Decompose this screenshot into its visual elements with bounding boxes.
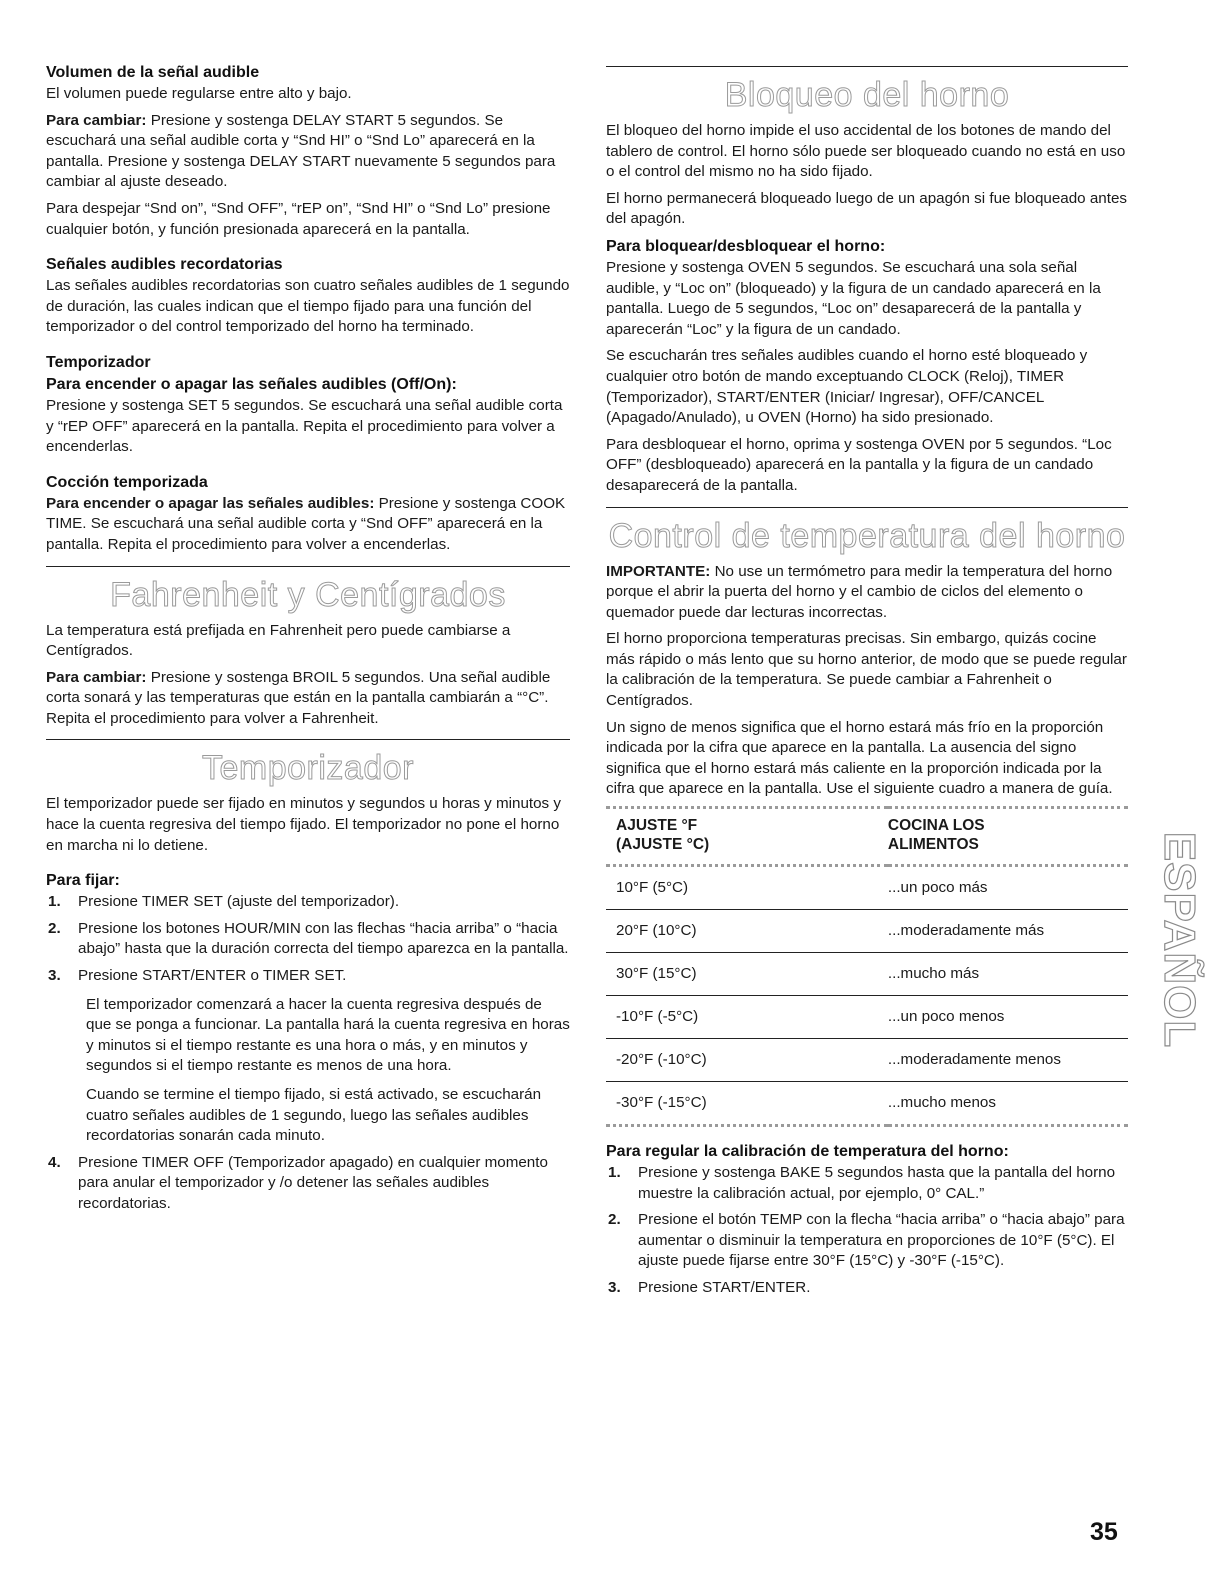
recordatorias-p1: Las señales audibles recordatorias son cuatro señales audibles de 1 segundo de duración, las cuales indican que el tiempo fijado para una función del temporizador o del control temporizado del horno ha terminado.	[46, 277, 570, 336]
step-text: Presione TIMER SET (ajuste del temporizador).	[78, 893, 400, 911]
control-p1-text: No use un termómetro para medir la temperatura del horno porque el abrir la puerta del horno y el cambio de ciclos del elemento o quemador puede dar lecturas incorrectas.	[606, 562, 1113, 621]
step-number: 3.	[608, 1279, 621, 1296]
volumen-p3: Para despejar “Snd on”, “Snd OFF”, “rEP on”, “Snd HI” o “Snd Lo” presione cualquier botón, y función presionada aparecerá en la pantalla.	[46, 199, 551, 238]
section-temporizador	[46, 746, 570, 1214]
step-text: Presione START/ENTER o TIMER SET.	[78, 967, 347, 985]
section-recordatorias	[46, 254, 570, 338]
step-4	[46, 1153, 570, 1215]
bloqueo-p5: Para desbloquear el horno, oprima y sostenga OVEN por 5 segundos. “Loc OFF” (desbloqueado) aparecerá en la pantalla y la figura de un candado desaparecerá de la pantalla.	[606, 435, 1112, 494]
temporizador-senales-p1: Presione y sostenga SET 5 segundos. Se escuchará una señal audible corta y “rEP OFF” aparecerá en la pantalla. Repita el procedimiento para volver a encenderlas.	[46, 396, 563, 456]
coccion-p1-lead: Para encender o apagar las señales audibles:	[46, 494, 375, 512]
fahrenheit-p2-text: Presione y sostenga BROIL 5 segundos. Una señal audible corta sonará y las temperaturas que están en la pantalla cambiarán a “°C”. Repita el procedimiento para volver a Fahrenheit.	[46, 668, 551, 727]
bloqueo-p2: El horno permanecerá bloqueado luego de un apagón si fue bloqueado antes del apagón.	[606, 189, 1128, 228]
language-side-tab	[1150, 815, 1208, 1065]
control-p1	[606, 562, 1128, 624]
temporizador-sub: Para fijar:	[46, 872, 120, 890]
divider	[606, 507, 1128, 508]
temporizador-steps	[46, 892, 570, 1214]
fahrenheit-p1: La temperatura está prefijada en Fahrenheit pero puede cambiarse a Centígrados.	[46, 621, 511, 660]
table-row	[606, 1082, 1128, 1126]
step-3	[606, 1278, 1128, 1299]
temporizador-senales-sub: Para encender o apagar las señales audibles (Off/On):	[46, 375, 457, 393]
coccion-p1-text: Presione y sostenga COOK TIME. Se escuchará una señal audible corta y “Snd OFF” aparecerá en la pantalla. Repita el procedimiento para volver a encenderlas.	[46, 494, 566, 553]
table-row	[606, 866, 1128, 910]
section-fahrenheit	[46, 573, 570, 730]
step-number: 3.	[48, 967, 61, 985]
volumen-p2-text: Presione y sostenga DELAY START 5 segundos. Se escuchará una señal audible corta y “Snd HI” o “Snd Lo” aparecerá en la pantalla. Presione y sostenga DELAY START nuevamente 5 segundos para cambiar al ajuste deseado.	[46, 111, 556, 191]
control-steps	[606, 1163, 1128, 1299]
step-number: 1.	[48, 893, 61, 911]
coccion-p1	[46, 494, 570, 556]
step-text: Presione TIMER OFF (Temporizador apagado) en cualquier momento para anular el temporizador y /o detener las señales audibles recordatorias.	[78, 1153, 548, 1212]
step-number: 1.	[608, 1164, 621, 1182]
control-p2: El horno proporciona temperaturas precisas. Sin embargo, quizás cocine más rápido o más lento que su horno anterior, de modo que se puede regular la calibración de la temperatura. Se puede cambiar a Fahrenheit o Centígrados.	[606, 630, 1127, 710]
temporizador-p1: El temporizador puede ser fijado en minutos y segundos u horas y minutos y hace la cuenta regresiva del tiempo fijado. El temporizador no pone el horno en marcha ni lo detiene.	[46, 795, 561, 854]
step-1	[606, 1163, 1128, 1204]
table-header-row	[606, 808, 1128, 866]
step-number: 4.	[48, 1153, 61, 1171]
step-3-extra-2: Cuando se termine el tiempo fijado, si está activado, se escucharán cuatro señales audibles de 1 segundo, luego las señales audibles recordatorias sonarán cada minuto.	[86, 1086, 542, 1145]
language-label: ESPAÑOL	[1155, 831, 1204, 1049]
table-row	[606, 910, 1128, 953]
cell-cocina: ...moderadamente más	[887, 922, 1045, 940]
cell-cocina: ...mucho menos	[887, 1094, 996, 1112]
section-coccion	[46, 472, 570, 556]
cell-ajuste: 20°F (10°C)	[616, 922, 697, 940]
header-ajuste-c: (AJUSTE °C)	[616, 836, 710, 854]
section-bloqueo	[606, 73, 1128, 497]
coccion-heading: Cocción temporizada	[46, 473, 208, 491]
cell-ajuste: -10°F (-5°C)	[616, 1008, 699, 1026]
divider	[606, 66, 1128, 67]
control-p3: Un signo de menos significa que el horno estará más frío en la proporción indicada por la cifra que aparece en la pantalla. La ausencia del signo significa que el horno estará más caliente en la proporción indicada por la cifra que aparece en la pantalla. Use el siguiente cuadro a manera de guía.	[606, 718, 1113, 798]
cell-cocina: ...un poco más	[887, 879, 988, 897]
cell-cocina: ...moderadamente menos	[887, 1051, 1061, 1069]
header-cocina-2: ALIMENTOS	[887, 836, 979, 854]
cell-ajuste: -20°F (-10°C)	[616, 1051, 707, 1069]
step-3-extra-1: El temporizador comenzará a hacer la cuenta regresiva después de que se ponga a funcionar. La pantalla hará la cuenta regresiva en horas y minutos si el tiempo restante es una hora o más, y en minutos y segundos si el tiempo restante es menos de una hora.	[86, 995, 570, 1075]
volumen-p2	[46, 111, 570, 193]
page-number: 35	[1090, 1518, 1118, 1546]
step-2	[46, 919, 570, 960]
header-cocina	[888, 808, 1128, 866]
bloqueo-title: Bloqueo del horno	[724, 76, 1010, 114]
step-text: Presione y sostenga BAKE 5 segundos hasta que la pantalla del horno muestre la calibración actual, por ejemplo, 0° CAL.”	[638, 1164, 1116, 1202]
header-ajuste	[606, 808, 888, 866]
table-row	[606, 1039, 1128, 1082]
header-ajuste-f: AJUSTE °F	[616, 817, 698, 835]
fahrenheit-p2	[46, 668, 570, 730]
header-cocina-1: COCINA LOS	[887, 817, 985, 835]
section-temporizador-senales	[46, 352, 570, 458]
divider	[46, 566, 570, 567]
step-text: Presione START/ENTER.	[638, 1279, 811, 1296]
control-p1-lead: IMPORTANTE:	[606, 562, 711, 580]
cell-ajuste: 30°F (15°C)	[616, 965, 697, 983]
divider	[46, 739, 570, 740]
right-column	[606, 62, 1128, 1305]
cell-cocina: ...mucho más	[887, 965, 980, 983]
bloqueo-p4: Se escucharán tres señales audibles cuando el horno esté bloqueado y cualquier otro botón de mando exceptuando CLOCK (Reloj), TIMER (Temporizador), START/ENTER (Iniciar/ Ingresar), OFF/CANCEL (Apagado/Anulado), u OVEN (Horno) ha sido presionado.	[606, 347, 1088, 427]
step-number: 2.	[608, 1211, 621, 1229]
volumen-p1: El volumen puede regularse entre alto y bajo.	[46, 85, 352, 102]
step-text: Presione los botones HOUR/MIN con las flechas “hacia arriba” o “hacia abajo” hasta que la duración correcta del tiempo aparezca en la pantalla.	[78, 919, 569, 958]
volumen-heading: Volumen de la señal audible	[46, 64, 260, 81]
table-row	[606, 953, 1128, 996]
control-sub: Para regular la calibración de temperatura del horno:	[606, 1143, 1009, 1161]
bloqueo-sub: Para bloquear/desbloquear el horno:	[606, 237, 886, 255]
fahrenheit-title: Fahrenheit y Centígrados	[110, 575, 506, 614]
left-column	[46, 62, 570, 1221]
cell-cocina: ...un poco menos	[887, 1008, 1005, 1026]
step-text: Presione el botón TEMP con la flecha “hacia arriba” o “hacia abajo” para aumentar o disminuir la temperatura en proporciones de 10°F (5°C). El ajuste puede fijarse entre 30°F (15°C) y -30°F (-15°C).	[638, 1211, 1125, 1270]
section-control	[606, 514, 1128, 1299]
step-2	[606, 1210, 1128, 1272]
cell-ajuste: 10°F (5°C)	[616, 879, 689, 897]
cell-ajuste: -30°F (-15°C)	[616, 1094, 707, 1112]
bloqueo-p1: El bloqueo del horno impide el uso accidental de los botones de mando del tablero de control. El horno sólo puede ser bloqueado cuando no está en uso o el control del mismo no ha sido fijado.	[606, 122, 1126, 181]
step-number: 2.	[48, 919, 61, 937]
volumen-p2-lead: Para cambiar:	[46, 111, 147, 129]
section-volumen	[46, 62, 570, 240]
recordatorias-heading: Señales audibles recordatorias	[46, 256, 283, 274]
step-3	[46, 966, 570, 1147]
temporizador-title: Temporizador	[202, 749, 414, 788]
control-title: Control de temperatura del horno	[608, 516, 1126, 555]
step-1	[46, 892, 570, 913]
fahrenheit-p2-lead: Para cambiar:	[46, 668, 147, 686]
table-row	[606, 996, 1128, 1039]
calibration-table	[606, 806, 1128, 1127]
temporizador-senales-heading: Temporizador	[46, 353, 151, 371]
bloqueo-p3: Presione y sostenga OVEN 5 segundos. Se escuchará una sola señal audible, y “Loc on” (bloqueado) y la figura de un candado aparecerá en la pantalla. Luego de 5 segundos, “Loc on” desaparecerá de la pantalla y aparecerán “Loc” y la figura de un candado.	[606, 258, 1101, 338]
